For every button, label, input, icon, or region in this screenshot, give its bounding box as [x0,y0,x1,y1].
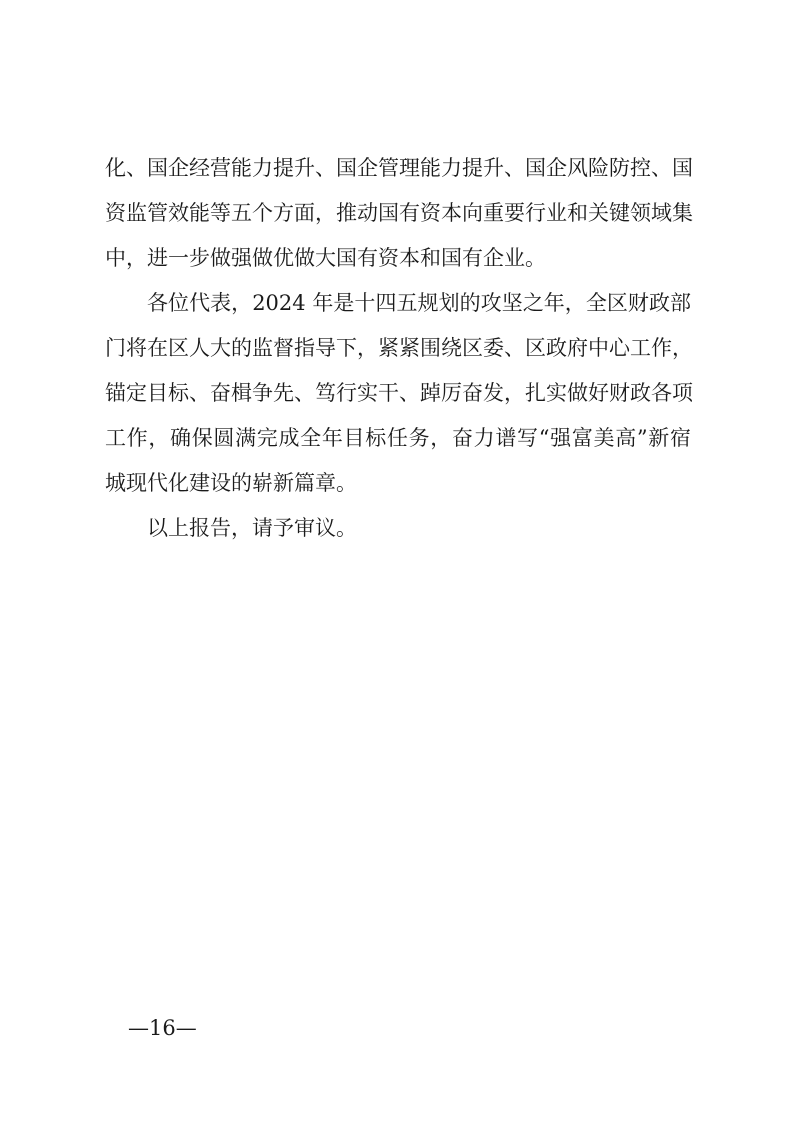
paragraph-state-assets [105,146,691,281]
paragraph-line: 以上报告，请予审议。 [147,516,357,540]
paragraph-closing-remarks [105,281,691,506]
paragraph-line: 工作，确保圆满完成全年目标任务，奋力谱写“强富美高”新宿 [105,426,691,450]
paragraph-line: 各位代表，2024 年是十四五规划的攻坚之年，全区财政部 [147,291,691,315]
page-number: —16— [128,1016,197,1040]
paragraph-line: 门将在区人大的监督指导下，紧紧围绕区委、区政府中心工作， [105,336,693,360]
paragraph-line: 中，进一步做强做优做大国有资本和国有企业。 [105,246,546,270]
paragraph-request-review [105,506,691,551]
paragraph-line: 锚定目标、奋楫争先、笃行实干、踔厉奋发，扎实做好财政各项 [105,381,693,405]
paragraph-line: 化、国企经营能力提升、国企管理能力提升、国企风险防控、国 [105,156,693,180]
paragraph-line: 资监管效能等五个方面，推动国有资本向重要行业和关键领域集 [105,201,693,225]
report-body [105,146,691,551]
paragraph-line: 城现代化建设的崭新篇章。 [105,471,357,495]
